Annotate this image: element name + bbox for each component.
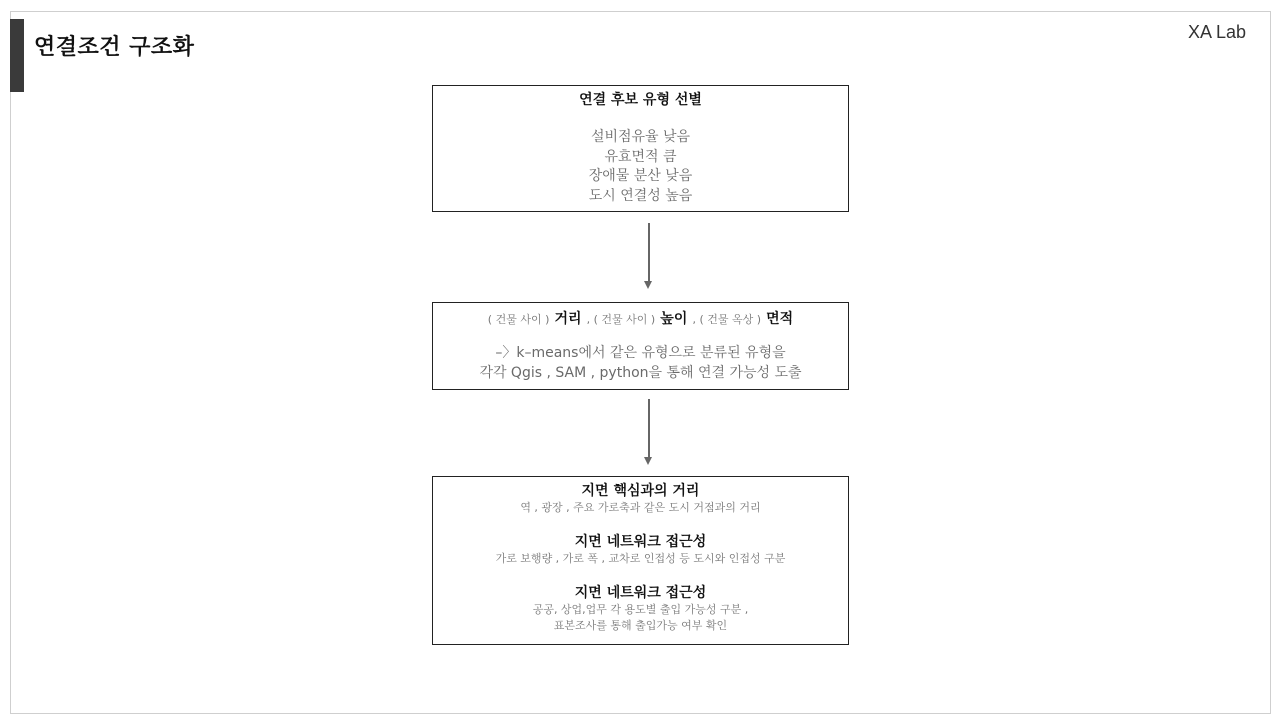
section-description: 가로 보행량 , 가로 폭 , 교차로 인접성 등 도시와 인접성 구분 [495, 552, 786, 565]
page-title: 연결조건 구조화 [34, 35, 195, 60]
metric-name: 면적 [766, 311, 794, 327]
title-accent-bar [10, 19, 24, 92]
metrics-row [433, 308, 848, 330]
section-title: 지면 네트워크 접근성 [574, 585, 707, 601]
criteria-section [433, 584, 848, 634]
metric-qualifier: ( 건물 사이 ) [487, 313, 550, 326]
criteria-section [433, 533, 848, 567]
connection-criteria-box [432, 476, 849, 645]
method-line: –〉k–means에서 같은 유형으로 분류된 유형을 [495, 345, 786, 361]
method-line: 각각 Qgis , SAM , python을 통해 연결 가능성 도출 [479, 364, 802, 381]
criteria-line: 장애물 분산 낮음 [588, 168, 693, 184]
criteria-line: 설비점유율 낮음 [590, 129, 691, 145]
section-description: 공공, 상업,업무 각 용도별 출입 가능성 구분 , [532, 603, 749, 616]
metric-qualifier: , ( 건물 사이 ) [586, 313, 656, 326]
metric-qualifier: , ( 건물 옥상 ) [692, 313, 762, 326]
arrow-head-icon [644, 457, 652, 465]
lab-logo: XA Lab [1187, 22, 1246, 42]
criteria-line: 유효면적 큼 [604, 148, 677, 165]
box-title: 연결 후보 유형 선별 [579, 92, 702, 108]
metric-name: 거리 [554, 311, 582, 327]
section-description: 역 , 광장 , 주요 가로축과 같은 도시 거점과의 거리 [520, 501, 761, 514]
criteria-section [433, 482, 848, 516]
candidate-selection-box [432, 85, 849, 212]
section-title: 지면 네트워크 접근성 [574, 534, 707, 550]
criteria-line: 도시 연결성 높음 [588, 187, 693, 204]
metric-name: 높이 [660, 311, 688, 327]
metrics-box [432, 302, 849, 390]
section-title: 지면 핵심과의 거리 [581, 483, 700, 499]
section-description: 표본조사를 통해 출입가능 여부 확인 [553, 619, 728, 632]
arrow-head-icon [644, 281, 652, 289]
